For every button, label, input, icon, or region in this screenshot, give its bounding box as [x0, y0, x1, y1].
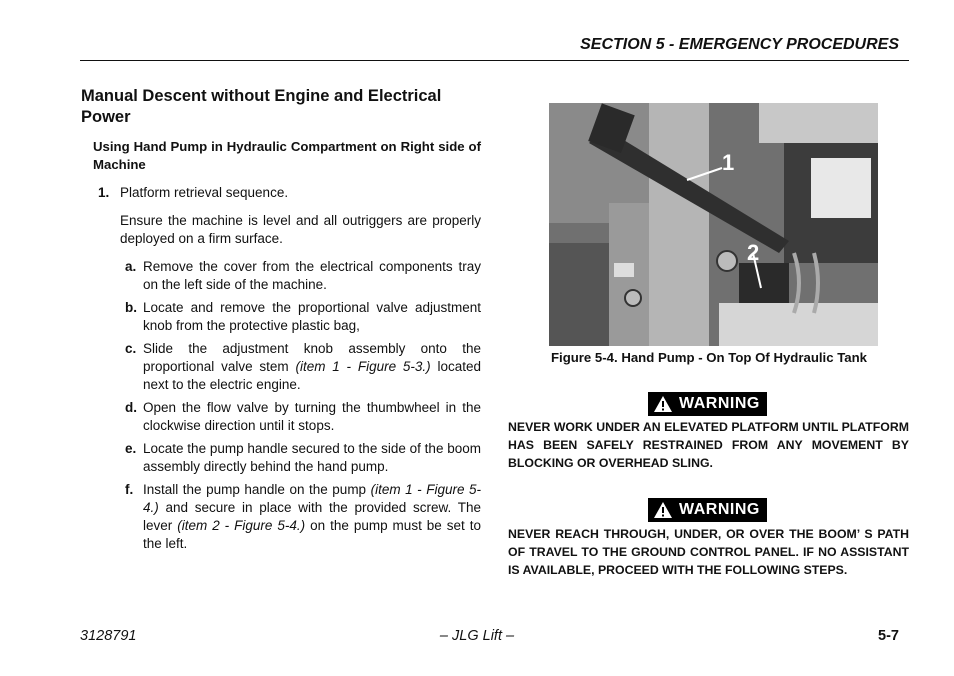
- warning-label: WARNING: [679, 501, 760, 518]
- step-c: [125, 340, 481, 394]
- numbered-item: [98, 184, 481, 202]
- step-text: located next to the electric engine.: [143, 359, 481, 392]
- warning-badge: [648, 392, 767, 416]
- figure-reference: (item 1 - Figure 5-3.): [295, 359, 431, 374]
- step-letter: f.: [125, 482, 134, 497]
- step-e: [125, 440, 481, 476]
- step-f: [125, 481, 481, 553]
- figure-reference: (item 2 - Figure 5-4.): [177, 518, 306, 533]
- step-list: [125, 258, 481, 553]
- step-letter: a.: [125, 259, 137, 274]
- step-text: Open the flow valve by turning the thumbwheel in the clockwise direction until it stops.: [143, 400, 481, 433]
- callout-label-1: 1: [722, 150, 735, 175]
- figure-caption: Figure 5-4. Hand Pump - On Top Of Hydraulic Tank: [550, 350, 868, 365]
- warning-label: WARNING: [679, 395, 760, 412]
- footer-brand: – JLG Lift –: [439, 628, 515, 644]
- item-number: 1.: [98, 185, 110, 200]
- intro-paragraph: Ensure the machine is level and all outriggers are properly deployed on a firm surface.: [120, 213, 481, 246]
- header-rule: [80, 60, 909, 61]
- step-letter: d.: [125, 400, 137, 415]
- step-text: Remove the cover from the electrical components tray on the left side of the machine.: [143, 259, 481, 292]
- item-text: Platform retrieval sequence.: [120, 185, 289, 200]
- step-text: Slide the adjustment knob assembly onto the proportional valve stem: [143, 341, 481, 374]
- step-a: [125, 258, 481, 294]
- step-letter: e.: [125, 441, 137, 456]
- procedure-column: [81, 86, 481, 558]
- callout-label-2: 2: [747, 240, 760, 265]
- step-b: [125, 299, 481, 335]
- step-d: [125, 399, 481, 435]
- hand-pump-photo: [549, 103, 878, 346]
- step-text: Install the pump handle on the pump: [143, 482, 371, 497]
- step-text: Locate and remove the proportional valve adjustment knob from the protective plastic bag,: [143, 300, 481, 333]
- warning-text: NEVER WORK UNDER AN ELEVATED PLATFORM UNTIL PLATFORM HAS BEEN SAFELY RESTRAINED FROM ANY MOVEMENT BY BLOCKING OR OVERHEAD SLING.: [508, 420, 909, 470]
- warning-triangle-icon: [653, 395, 673, 413]
- step-text: and secure in place with the provided screw. The lever: [143, 500, 481, 533]
- document-number: 3128791: [80, 628, 137, 644]
- step-letter: b.: [125, 300, 137, 315]
- step-text: Locate the pump handle secured to the side of the boom assembly directly behind the hand pump.: [143, 441, 481, 474]
- figure-reference: (item 1 - Figure 5-4.): [143, 482, 481, 515]
- section-title: SECTION 5 - EMERGENCY PROCEDURES: [580, 36, 899, 53]
- step-letter: c.: [125, 341, 137, 356]
- hand-pump-illustration: [549, 103, 878, 346]
- subheading: Using Hand Pump in Hydraulic Compartment on Right side of Machine: [93, 139, 481, 172]
- warning-text: NEVER REACH THROUGH, UNDER, OR OVER THE BOOM’ S PATH OF TRAVEL TO THE GROUND CONTROL PANEL. IF NO ASSISTANT IS AVAILABLE, PROCEED WITH THE FOLLOWING STEPS.: [508, 527, 909, 577]
- warning-badge: [648, 498, 767, 522]
- step-text: on the pump must be set to the left.: [143, 518, 481, 551]
- warning-triangle-icon: [653, 501, 673, 519]
- page-title: Manual Descent without Engine and Electrical Power: [81, 87, 442, 126]
- page-number: 5-7: [878, 628, 899, 644]
